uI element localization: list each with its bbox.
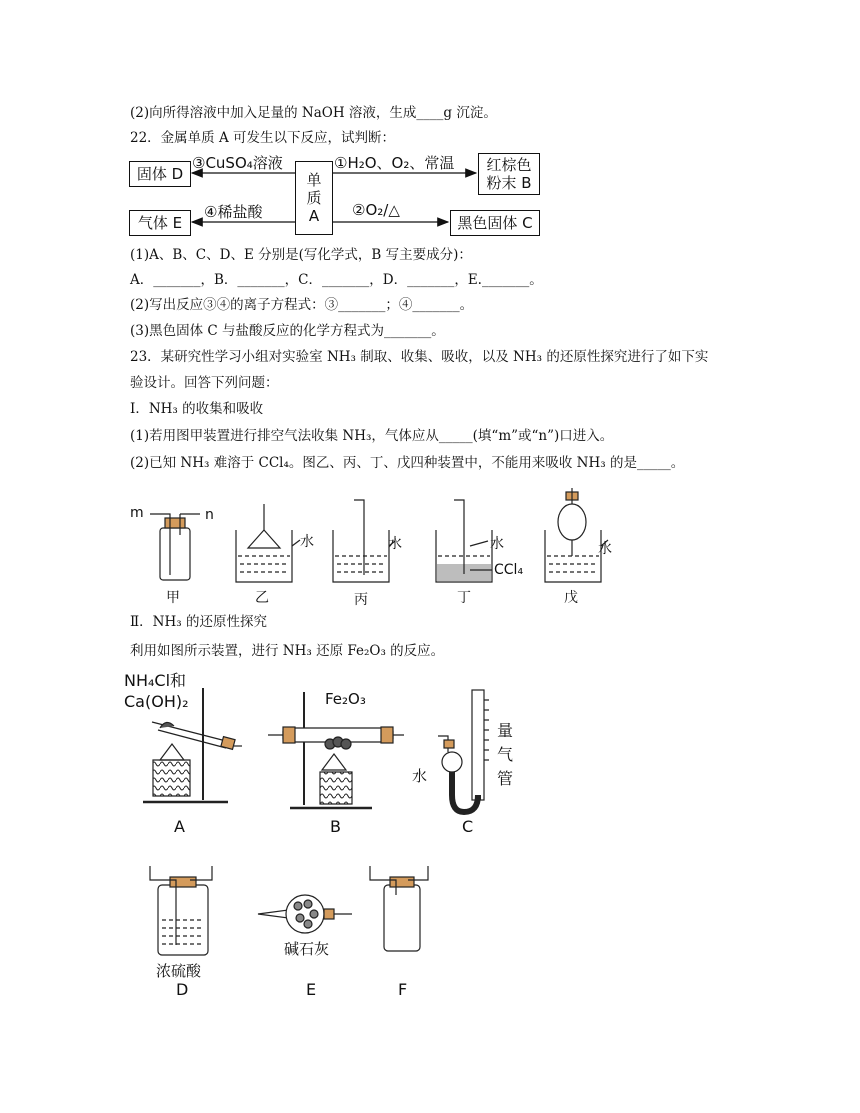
label-apparatus-c: C: [462, 817, 474, 836]
label-apparatus-b: B: [330, 817, 341, 836]
q23-stem-line1: 23．某研究性学习小组对实验室 NH₃ 制取、收集、吸收，以及 NH₃ 的还原性探究进行了如下实: [130, 349, 709, 365]
label-fe2o3: Fe₂O₃: [325, 690, 366, 708]
label-water-yi: 水: [300, 534, 314, 550]
label-gas-tube-3: 管: [497, 769, 514, 788]
label-water-wu: 水: [598, 541, 612, 557]
label-apparatus-bing: 丙: [354, 592, 368, 608]
label-apparatus-d: D: [176, 980, 189, 999]
q22-part1-answers: A．_______，B．_______，C．_______，D．_______，E._______。: [130, 272, 543, 288]
label-apparatus-yi: 乙: [255, 590, 269, 606]
label-apparatus-f: F: [398, 980, 408, 999]
q23-section1-q2: (2)已知 NH₃ 难溶于 CCl₄。图乙、丙、丁、戊四种装置中，不能用来吸收 NH₃ 的是_____。: [130, 455, 685, 471]
label-ccl4: CCl₄: [494, 562, 524, 578]
box-solid-d: 固体 D: [129, 161, 191, 187]
box-a-line1: 单: [306, 171, 322, 189]
box-a-line3: A: [308, 207, 320, 225]
label-gas-tube-2: 气: [497, 745, 514, 764]
label-apparatus-ding: 丁: [457, 590, 471, 606]
box-a-line2: 质: [306, 189, 322, 207]
box-b-line2: 粉末 B: [486, 174, 532, 192]
label-reagent-line2: Ca(OH)₂: [124, 692, 189, 711]
box-gas-e: 气体 E: [129, 210, 191, 236]
q23-section1-q1: (1)若用图甲装置进行排空气法收集 NH₃，气体应从_____(填“m”或“n”)口进入。: [130, 428, 614, 444]
label-reaction-2: ②O₂/△: [352, 201, 400, 219]
label-water-bing: 水: [388, 536, 402, 552]
label-water-c: 水: [412, 767, 428, 785]
label-port-n: n: [205, 507, 214, 523]
label-reaction-3: ③CuSO₄溶液: [192, 154, 283, 172]
label-gas-tube-1: 量: [497, 721, 514, 740]
label-water-ding: 水: [490, 536, 504, 552]
q22-part1: (1)A、B、C、D、E 分别是(写化学式，B 写主要成分)：: [130, 247, 472, 263]
box-solid-c: 黑色固体 C: [450, 210, 540, 236]
q22-stem: 22．金属单质 A 可发生以下反应，试判断：: [130, 130, 396, 146]
label-conc-h2so4: 浓硫酸: [156, 962, 202, 980]
q23-section1-title: Ⅰ．NH₃ 的收集和吸收: [130, 401, 264, 417]
label-reaction-4: ④稀盐酸: [204, 203, 263, 221]
q22-part2: (2)写出反应③④的离子方程式：③_______；④_______。: [130, 297, 474, 313]
label-reaction-1: ①H₂O、O₂、常温: [334, 154, 455, 172]
q21-part2: (2)向所得溶液中加入足量的 NaOH 溶液，生成____g 沉淀。: [130, 105, 497, 121]
label-apparatus-a: A: [174, 817, 185, 836]
q23-section2-title: Ⅱ．NH₃ 的还原性探究: [130, 614, 267, 630]
label-port-m: m: [130, 505, 144, 521]
label-soda-lime: 碱石灰: [284, 940, 330, 958]
label-apparatus-e: E: [306, 980, 317, 999]
label-apparatus-jia: 甲: [166, 590, 180, 606]
label-apparatus-wu: 戊: [564, 590, 578, 606]
label-reagent-line1: NH₄Cl和: [124, 671, 187, 690]
q22-part3: (3)黑色固体 C 与盐酸反应的化学方程式为_______。: [130, 323, 445, 339]
q23-section2-text: 利用如图所示装置，进行 NH₃ 还原 Fe₂O₃ 的反应。: [130, 643, 445, 659]
box-b-line1: 红棕色: [486, 156, 532, 174]
q23-stem-line2: 验设计。回答下列问题：: [130, 375, 279, 391]
